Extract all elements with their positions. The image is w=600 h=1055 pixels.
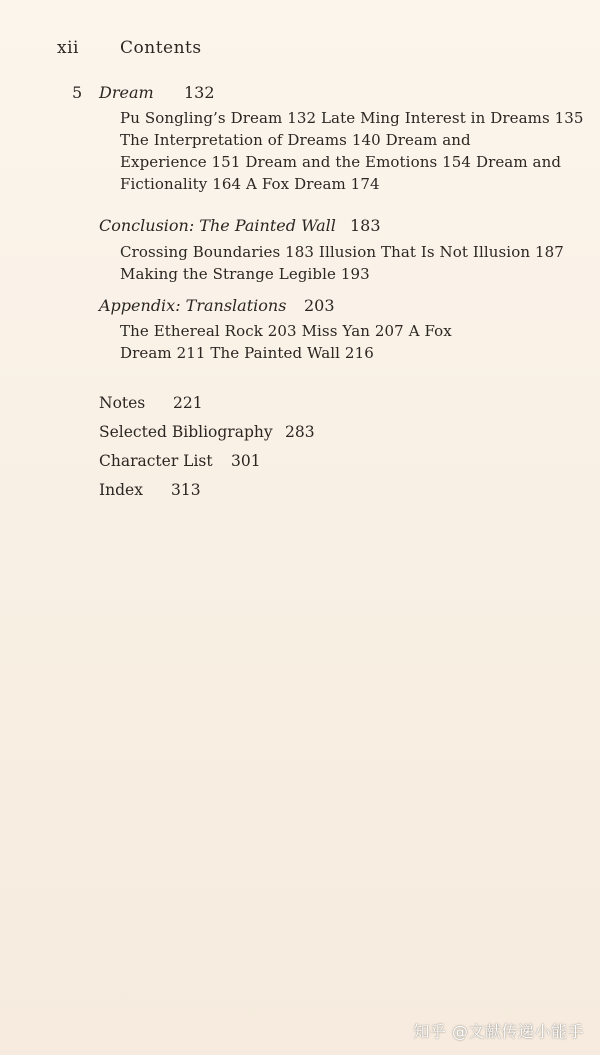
chapter-number: 5 xyxy=(72,83,83,102)
backmatter-label: Index xyxy=(99,481,143,499)
appendix-title: Appendix: Translations xyxy=(99,296,287,315)
watermark-text: 知乎 @文献传递小能手 xyxy=(413,1022,584,1041)
toc-notes[interactable] xyxy=(99,394,203,412)
toc-subentry-line: Crossing Boundaries 183 Illusion That Is Not Illusion 187 xyxy=(120,243,564,261)
backmatter-page-number: 283 xyxy=(285,423,315,441)
toc-subentry-line: Dream 211 The Painted Wall 216 xyxy=(120,344,374,362)
running-head xyxy=(57,38,202,58)
toc-subentry-line: Experience 151 Dream and the Emotions 154 Dream and xyxy=(120,153,562,171)
conclusion-title: Conclusion: The Painted Wall xyxy=(99,216,336,235)
backmatter-page-number: 221 xyxy=(173,394,203,412)
backmatter-page-number: 301 xyxy=(231,452,261,470)
backmatter-label: Notes xyxy=(99,394,146,412)
backmatter-page-number: 313 xyxy=(171,481,201,499)
toc-subentry-line: Making the Strange Legible 193 xyxy=(120,265,370,283)
page-folio: xii xyxy=(57,38,79,58)
chapter-title: Dream xyxy=(99,83,154,102)
appendix-page-number: 203 xyxy=(304,296,335,315)
toc-subentry-line: The Interpretation of Dreams 140 Dream and xyxy=(120,131,471,149)
chapter-page-number: 132 xyxy=(184,83,215,102)
toc-bibliography[interactable] xyxy=(99,423,315,441)
toc-character-list[interactable] xyxy=(99,452,261,470)
toc-subentry-line: The Ethereal Rock 203 Miss Yan 207 A Fox xyxy=(120,322,452,340)
toc-index[interactable] xyxy=(99,481,201,499)
toc-subentry-line: Fictionality 164 A Fox Dream 174 xyxy=(120,175,380,193)
conclusion-page-number: 183 xyxy=(350,216,381,235)
backmatter-label: Selected Bibliography xyxy=(99,423,273,441)
toc-subentry-line: Pu Songling’s Dream 132 Late Ming Interest in Dreams 135 xyxy=(120,109,584,127)
backmatter-label: Character List xyxy=(99,452,213,470)
running-head-title: Contents xyxy=(120,38,202,58)
